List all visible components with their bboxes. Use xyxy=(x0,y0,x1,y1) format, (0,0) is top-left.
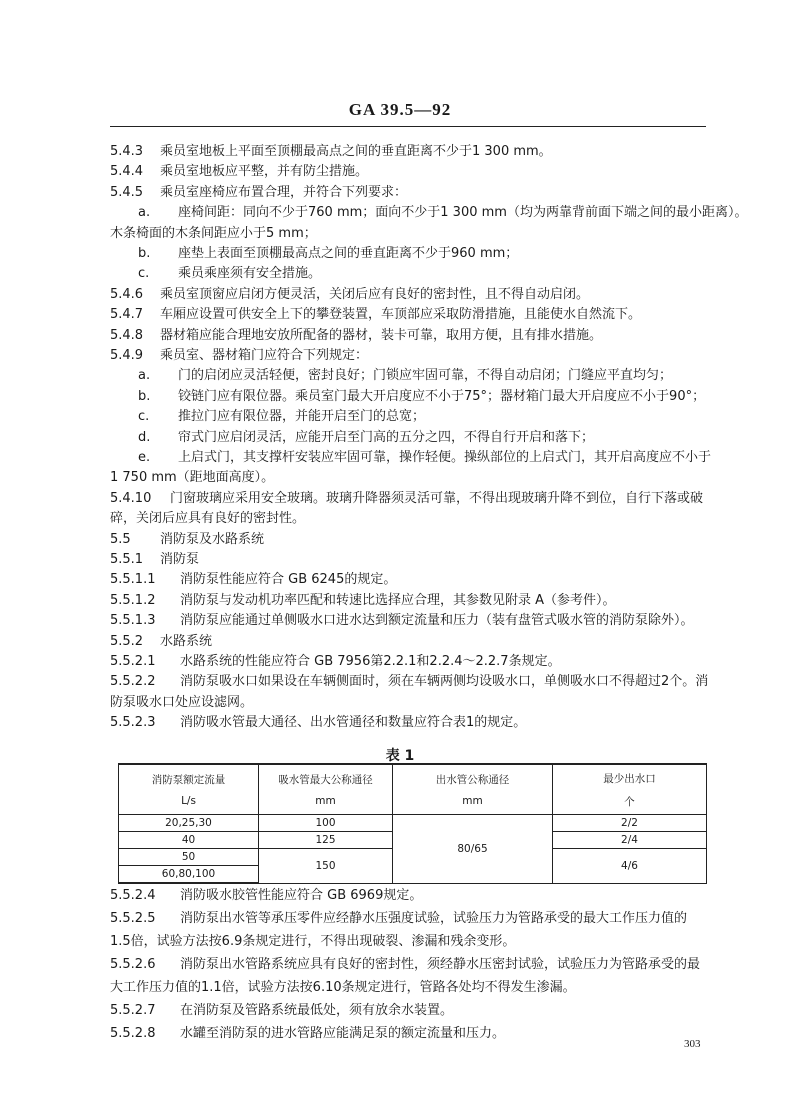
text-line xyxy=(110,328,602,344)
clause-number: 5.5.1.3 xyxy=(110,613,156,629)
clause-text: 门窗玻璃应采用安全玻璃。玻璃升降器须灵活可靠，不得出现玻璃升降不到位，自行下落或破 xyxy=(170,490,704,506)
text-line xyxy=(110,911,687,927)
text-line xyxy=(138,205,747,221)
clause-text: 消防泵 xyxy=(160,552,200,567)
clause-text: 门的启闭应灵活轻便，密封良好；门锁应牢固可靠，不得自动启闭；门缝应平直均匀； xyxy=(178,368,673,384)
clause-number: 5.5.2.3 xyxy=(110,715,156,731)
clause-number: 5.5.2.8 xyxy=(110,1026,156,1041)
text-line xyxy=(110,695,253,711)
text-line xyxy=(110,348,368,364)
clause-text: 大工作压力值的1.1倍，试验方法按6.10条规定进行，管路各处均不得发生渗漏。 xyxy=(110,980,576,995)
text-line xyxy=(110,593,616,609)
clause-text: 消防吸水胶管性能应符合 GB 6969规定。 xyxy=(180,888,423,903)
clause-text: 乘员室地板上平面至顶棚最高点之间的垂直距离不少于1 300 mm。 xyxy=(160,144,552,159)
table-cell: 4/6 xyxy=(553,849,707,884)
clause-text: 铰链门应有限位器。乘员室门最大开启度应不小于75°；器材箱门最大开启度应不小于90°； xyxy=(178,388,706,404)
clause-number: e. xyxy=(138,450,151,465)
clause-number: 5.5.2.2 xyxy=(110,674,156,690)
clause-text: 消防吸水管最大通径、出水管通径和数量应符合表1的规定。 xyxy=(180,715,527,731)
clause-text: 上启式门，其支撑杆安装应牢固可靠，操作轻便。操纵部位的上启式门，其开启高度应不小于 xyxy=(178,450,712,465)
clause-number: 5.4.7 xyxy=(110,307,144,323)
clause-number: a. xyxy=(138,205,151,221)
table-title: 表 1 xyxy=(385,748,415,764)
clause-text: 乘员室顶窗应启闭方便灵活，关闭后应有良好的密封性，且不得自动启闭。 xyxy=(160,286,590,302)
table-cell: 20,25,30 xyxy=(119,815,259,832)
text-line xyxy=(110,470,274,486)
header-rule xyxy=(110,126,706,127)
clause-text: 消防泵出水管等承压零件应经静水压强度试验，试验压力为管路承受的最大工作压力值的 xyxy=(180,911,688,926)
clause-number: 5.4.8 xyxy=(110,327,144,343)
clause-text: 消防泵出水管路系统应具有良好的密封性，须经静水压密封试验，试验压力为管路承受的最 xyxy=(180,957,701,972)
text-line xyxy=(110,654,561,670)
clause-number: 5.4.3 xyxy=(110,144,144,159)
clause-text: 座椅间距：同向不少于760 mm；面向不少于1 300 mm（均为两靠背前面下端之间的最小距离）。 xyxy=(178,205,748,221)
text-line xyxy=(110,1003,453,1019)
clause-text: 水罐至消防泵的进水管路应能满足泵的额定流量和压力。 xyxy=(180,1026,506,1041)
page-number: 303 xyxy=(684,1038,701,1050)
clause-text: 消防泵应能通过单侧吸水口进水达到额定流量和压力（装有盘管式吸水管的消防泵除外）。 xyxy=(180,613,694,629)
clause-text: 消防泵与发动机功率匹配和转速比选择应合理，其参数见附录 A（参考件）。 xyxy=(180,592,616,608)
document-code: GA 39.5—92 xyxy=(348,100,452,119)
text-line xyxy=(110,164,368,180)
text-line xyxy=(138,409,425,425)
text-line xyxy=(138,450,711,466)
text-line xyxy=(110,287,589,303)
clause-number: 5.5.1.2 xyxy=(110,592,156,608)
text-line xyxy=(110,1026,505,1042)
clause-number: 5.5.1.1 xyxy=(110,572,156,588)
text-line xyxy=(110,572,396,588)
table-cell: 50 xyxy=(119,849,259,866)
clause-text: 碎，关闭后应具有良好的密封性。 xyxy=(110,511,306,527)
text-line xyxy=(110,980,576,996)
table-cell: 40 xyxy=(119,832,259,849)
text-line xyxy=(110,674,708,690)
clause-number: 5.5.2.4 xyxy=(110,888,156,903)
clause-number: 5.4.10 xyxy=(110,490,152,506)
table-header-cell: 最少出水口 个 xyxy=(553,764,707,815)
clause-text: 木条椅面的木条间距应小于5 mm； xyxy=(110,225,317,241)
clause-text: 推拉门应有限位器，并能开启至门的总宽； xyxy=(178,409,426,425)
clause-text: 消防泵及水路系统 xyxy=(160,531,265,547)
spec-table xyxy=(118,763,707,884)
clause-text: 乘员室、器材箱门应符合下列规定： xyxy=(160,348,369,363)
text-line xyxy=(110,144,552,160)
clause-text: 消防泵性能应符合 GB 6245的规定。 xyxy=(180,572,397,588)
text-line xyxy=(110,634,212,650)
clause-text: 1 750 mm（距地面高度）。 xyxy=(110,470,275,486)
clause-text: 1.5倍，试验方法按6.9条规定进行，不得出现破裂、渗漏和残余变形。 xyxy=(110,934,516,949)
clause-number: 5.5.1 xyxy=(110,552,144,567)
text-line xyxy=(110,552,199,568)
text-line xyxy=(138,246,518,262)
table-cell: 100 xyxy=(259,815,393,832)
table-cell: 150 xyxy=(259,849,393,884)
clause-number: c. xyxy=(138,409,150,425)
table-header-cell: 出水管公称通径 mm xyxy=(393,764,553,815)
clause-number: 5.4.4 xyxy=(110,164,144,180)
clause-number: 5.4.9 xyxy=(110,348,144,363)
clause-text: 防泵吸水口处应设滤网。 xyxy=(110,694,254,710)
clause-number: b. xyxy=(138,246,151,261)
text-line xyxy=(110,491,703,507)
clause-text: 乘员室地板应平整，并有防尘措施。 xyxy=(160,164,369,180)
text-line xyxy=(138,389,705,405)
text-line xyxy=(110,934,515,950)
text-line xyxy=(110,715,526,731)
clause-text: 消防泵吸水口如果设在车辆侧面时，须在车辆两侧均设吸水口，单侧吸水口不得超过2个。消 xyxy=(180,674,709,690)
text-line xyxy=(138,430,594,446)
clause-text: 座垫上表面至顶棚最高点之间的垂直距离不少于960 mm； xyxy=(178,246,519,261)
clause-text: 乘员室座椅应布置合理，并符合下列要求： xyxy=(160,184,408,200)
clause-number: 5.5 xyxy=(110,531,131,547)
clause-number: 5.4.6 xyxy=(110,286,144,302)
text-line xyxy=(110,957,700,973)
table-header-cell: 消防泵额定流量 L/s xyxy=(119,764,259,815)
clause-number: 5.4.5 xyxy=(110,184,144,200)
clause-number: 5.5.2.1 xyxy=(110,654,156,669)
clause-text: 乘员乘座须有安全措施。 xyxy=(178,266,322,282)
table-cell: 60,80,100 xyxy=(119,866,259,884)
clause-text: 水路系统的性能应符合 GB 7956第2.2.1和2.2.4～2.2.7条规定。 xyxy=(180,654,561,669)
clause-text: 在消防泵及管路系统最低处，须有放余水装置。 xyxy=(180,1003,454,1018)
text-line xyxy=(110,307,641,323)
text-line xyxy=(110,613,694,629)
clause-text: 器材箱应能合理地安放所配备的器材，装卡可靠，取用方便，且有排水措施。 xyxy=(160,327,603,343)
clause-number: 5.5.2 xyxy=(110,633,144,649)
clause-number: 5.5.2.5 xyxy=(110,911,156,926)
text-line xyxy=(110,532,264,548)
table-cell: 2/4 xyxy=(553,832,707,849)
text-line xyxy=(110,888,422,904)
clause-number: 5.5.2.7 xyxy=(110,1003,156,1018)
clause-number: b. xyxy=(138,388,151,404)
clause-number: 5.5.2.6 xyxy=(110,957,156,972)
table-header-cell: 吸水管最大公称通径 mm xyxy=(259,764,393,815)
table-cell: 125 xyxy=(259,832,393,849)
clause-number: d. xyxy=(138,429,151,445)
text-line xyxy=(110,226,317,242)
clause-number: c. xyxy=(138,266,150,282)
clause-number: a. xyxy=(138,368,151,384)
text-line xyxy=(110,185,407,201)
clause-text: 车厢应设置可供安全上下的攀登装置，车顶部应采取防滑措施，且能使水自然流下。 xyxy=(160,307,642,323)
text-line xyxy=(138,368,672,384)
table-cell: 2/2 xyxy=(553,815,707,832)
text-line xyxy=(138,266,321,282)
text-line xyxy=(110,511,305,527)
clause-text: 水路系统 xyxy=(160,633,213,649)
clause-text: 帘式门应启闭灵活，应能开启至门高的五分之四，不得自行开启和落下； xyxy=(178,429,595,445)
table-cell: 80/65 xyxy=(393,815,553,884)
